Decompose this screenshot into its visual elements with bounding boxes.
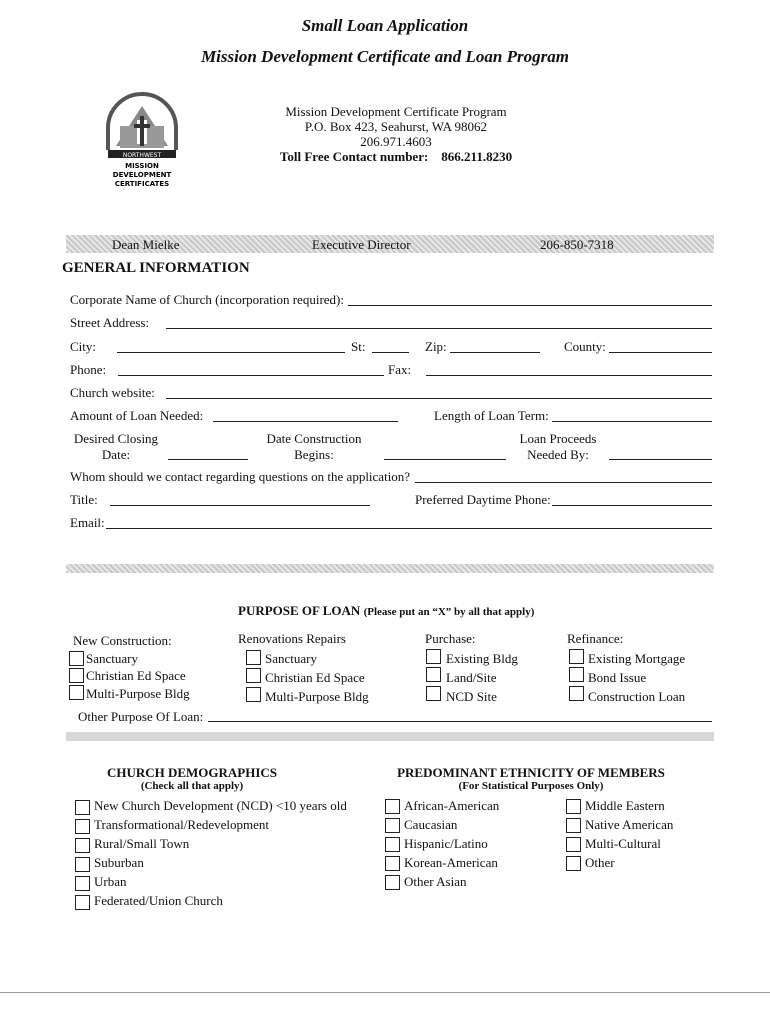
nc-ed-space-checkbox[interactable]	[69, 668, 84, 683]
website-field[interactable]	[166, 398, 712, 399]
corp-name-label: Corporate Name of Church (incorporation required):	[70, 292, 344, 307]
construction-label-line1: Date Construction	[266, 431, 362, 446]
street-field[interactable]	[166, 328, 712, 329]
eth-native-american-checkbox[interactable]	[566, 818, 581, 833]
eth-other-asian-label: Other Asian	[404, 874, 467, 889]
toll-free	[246, 149, 546, 165]
logo-northwest-text: NORTHWEST	[122, 152, 162, 159]
demo-rural-label: Rural/Small Town	[94, 836, 190, 851]
other-purpose-label: Other Purpose Of Loan:	[78, 709, 204, 724]
contact-question-label: Whom should we contact regarding questions on the application?	[70, 469, 411, 484]
website-label: Church website:	[70, 385, 155, 400]
proceeds-field[interactable]	[609, 459, 712, 460]
contact-name: Dean Mielke	[112, 237, 180, 252]
eth-caucasian-checkbox[interactable]	[385, 818, 400, 833]
demo-suburban-label: Suburban	[94, 855, 144, 870]
contact-question-field[interactable]	[415, 482, 712, 483]
length-label: Length of Loan Term:	[434, 408, 549, 423]
logo-certificates-text: CERTIFICATES	[114, 180, 170, 188]
closing-label-line1: Desired Closing	[73, 431, 159, 446]
demo-suburban-checkbox[interactable]	[75, 857, 90, 872]
ref-existing-mortgage-checkbox[interactable]	[569, 649, 584, 664]
new-construction-label: New Construction:	[73, 633, 172, 648]
eth-african-american-checkbox[interactable]	[385, 799, 400, 814]
pur-existing-bldg-checkbox[interactable]	[426, 649, 441, 664]
pur-ncd-site-label: NCD Site	[446, 689, 497, 704]
nc-ed-space-label: Christian Ed Space	[86, 668, 186, 683]
email-field[interactable]	[106, 528, 712, 529]
ethnicity-note: (For Statistical Purposes Only)	[458, 780, 604, 792]
amount-field[interactable]	[213, 421, 398, 422]
eth-other-checkbox[interactable]	[566, 856, 581, 871]
street-label: Street Address:	[70, 315, 150, 330]
phone-label: Phone:	[70, 362, 107, 377]
section-divider	[66, 564, 714, 573]
construction-field[interactable]	[384, 459, 506, 460]
pur-existing-bldg-label: Existing Bldg	[446, 651, 518, 666]
demo-federated-checkbox[interactable]	[75, 895, 90, 910]
eth-caucasian-label: Caucasian	[404, 817, 458, 832]
ref-construction-loan-checkbox[interactable]	[569, 686, 584, 701]
eth-middle-eastern-checkbox[interactable]	[566, 799, 581, 814]
zip-label: Zip:	[425, 339, 447, 354]
proceeds-label-line2: Needed By:	[527, 447, 589, 462]
closing-label-line2: Date:	[101, 447, 131, 462]
eth-multi-cultural-checkbox[interactable]	[566, 837, 581, 852]
refinance-label: Refinance:	[567, 631, 624, 646]
proceeds-label-line1: Loan Proceeds	[519, 431, 597, 446]
eth-african-american-label: African-American	[404, 798, 500, 813]
purchase-label: Purchase:	[425, 631, 476, 646]
construction-label	[258, 431, 370, 463]
renovations-label: Renovations Repairs	[238, 631, 346, 646]
pur-land-site-checkbox[interactable]	[426, 667, 441, 682]
phone-field[interactable]	[118, 375, 384, 376]
demo-ncd-label: New Church Development (NCD) <10 years old	[94, 798, 347, 813]
logo	[100, 88, 184, 200]
ref-construction-loan-label: Construction Loan	[588, 689, 686, 704]
eth-korean-american-label: Korean-American	[404, 855, 498, 870]
demo-ncd-checkbox[interactable]	[75, 800, 90, 815]
other-purpose-field[interactable]	[208, 721, 712, 722]
ren-multipurpose-label: Multi-Purpose Bldg	[265, 689, 369, 704]
form-title: Small Loan Application	[301, 16, 469, 35]
eth-hispanic-label: Hispanic/Latino	[404, 836, 488, 851]
daytime-phone-label: Preferred Daytime Phone:	[415, 492, 551, 507]
title-label: Title:	[70, 492, 98, 507]
eth-korean-american-checkbox[interactable]	[385, 856, 400, 871]
demo-urban-checkbox[interactable]	[75, 876, 90, 891]
pur-ncd-site-checkbox[interactable]	[426, 686, 441, 701]
title-field[interactable]	[110, 505, 370, 506]
general-heading: GENERAL INFORMATION	[62, 260, 250, 276]
daytime-phone-field[interactable]	[552, 505, 712, 506]
zip-field[interactable]	[450, 352, 540, 353]
page-bottom-edge	[0, 992, 770, 993]
section-divider-2	[66, 732, 714, 741]
ren-multipurpose-checkbox[interactable]	[246, 687, 261, 702]
proceeds-label	[512, 431, 604, 463]
city-field[interactable]	[117, 352, 345, 353]
nc-sanctuary-checkbox[interactable]	[69, 651, 84, 666]
fax-field[interactable]	[426, 375, 712, 376]
ren-ed-space-checkbox[interactable]	[246, 668, 261, 683]
county-field[interactable]	[609, 352, 712, 353]
ren-ed-space-label: Christian Ed Space	[265, 670, 365, 685]
demo-transformational-checkbox[interactable]	[75, 819, 90, 834]
closing-field[interactable]	[168, 459, 248, 460]
construction-label-line2: Begins:	[294, 447, 334, 462]
ren-sanctuary-label: Sanctuary	[265, 651, 317, 666]
demo-urban-label: Urban	[94, 874, 127, 889]
purpose-heading	[238, 603, 534, 619]
org-address: P.O. Box 423, Seahurst, WA 98062	[304, 119, 488, 134]
demo-rural-checkbox[interactable]	[75, 838, 90, 853]
fax-label: Fax:	[388, 362, 412, 377]
contact-phone: 206-850-7318	[540, 237, 614, 252]
nc-multipurpose-label: Multi-Purpose Bldg	[86, 686, 190, 701]
toll-free-number: 866.211.8230	[441, 149, 513, 164]
demo-transformational-label: Transformational/Redevelopment	[94, 817, 269, 832]
eth-middle-eastern-label: Middle Eastern	[585, 798, 665, 813]
demographics-note: (Check all that apply)	[140, 780, 244, 792]
eth-hispanic-checkbox[interactable]	[385, 837, 400, 852]
ref-existing-mortgage-label: Existing Mortgage	[588, 651, 686, 666]
county-label: County:	[564, 339, 606, 354]
contact-role: Executive Director	[312, 237, 411, 252]
purpose-note: (Please put an “X” by all that apply)	[363, 606, 535, 618]
corp-name-field[interactable]	[348, 305, 712, 306]
ren-sanctuary-checkbox[interactable]	[246, 650, 261, 665]
toll-free-label: Toll Free Contact number:	[279, 149, 429, 164]
email-label: Email:	[70, 515, 105, 530]
amount-label: Amount of Loan Needed:	[70, 408, 204, 423]
demographics-heading: CHURCH DEMOGRAPHICS	[106, 765, 278, 780]
form-subtitle: Mission Development Certificate and Loan Program	[201, 47, 569, 66]
eth-native-american-label: Native American	[585, 817, 674, 832]
pur-land-site-label: Land/Site	[446, 670, 497, 685]
purpose-heading-text: PURPOSE OF LOAN	[238, 603, 361, 618]
ethnicity-heading: PREDOMINANT ETHNICITY OF MEMBERS	[397, 765, 665, 780]
ref-bond-issue-checkbox[interactable]	[569, 667, 584, 682]
closing-label	[70, 431, 162, 463]
org-name: Mission Development Certificate Program	[285, 104, 507, 119]
logo-mission-text: MISSION	[125, 162, 159, 170]
logo-development-text: DEVELOPMENT	[112, 171, 172, 179]
eth-multi-cultural-label: Multi-Cultural	[585, 836, 661, 851]
demo-federated-label: Federated/Union Church	[94, 893, 223, 908]
nc-multipurpose-checkbox[interactable]	[69, 685, 84, 700]
eth-other-asian-checkbox[interactable]	[385, 875, 400, 890]
length-field[interactable]	[552, 421, 712, 422]
nc-sanctuary-label: Sanctuary	[86, 651, 138, 666]
ref-bond-issue-label: Bond Issue	[588, 670, 647, 685]
org-phone: 206.971.4603	[360, 134, 432, 149]
eth-other-label: Other	[585, 855, 615, 870]
st-label: St:	[351, 339, 366, 354]
st-field[interactable]	[372, 352, 409, 353]
city-label: City:	[70, 339, 97, 354]
